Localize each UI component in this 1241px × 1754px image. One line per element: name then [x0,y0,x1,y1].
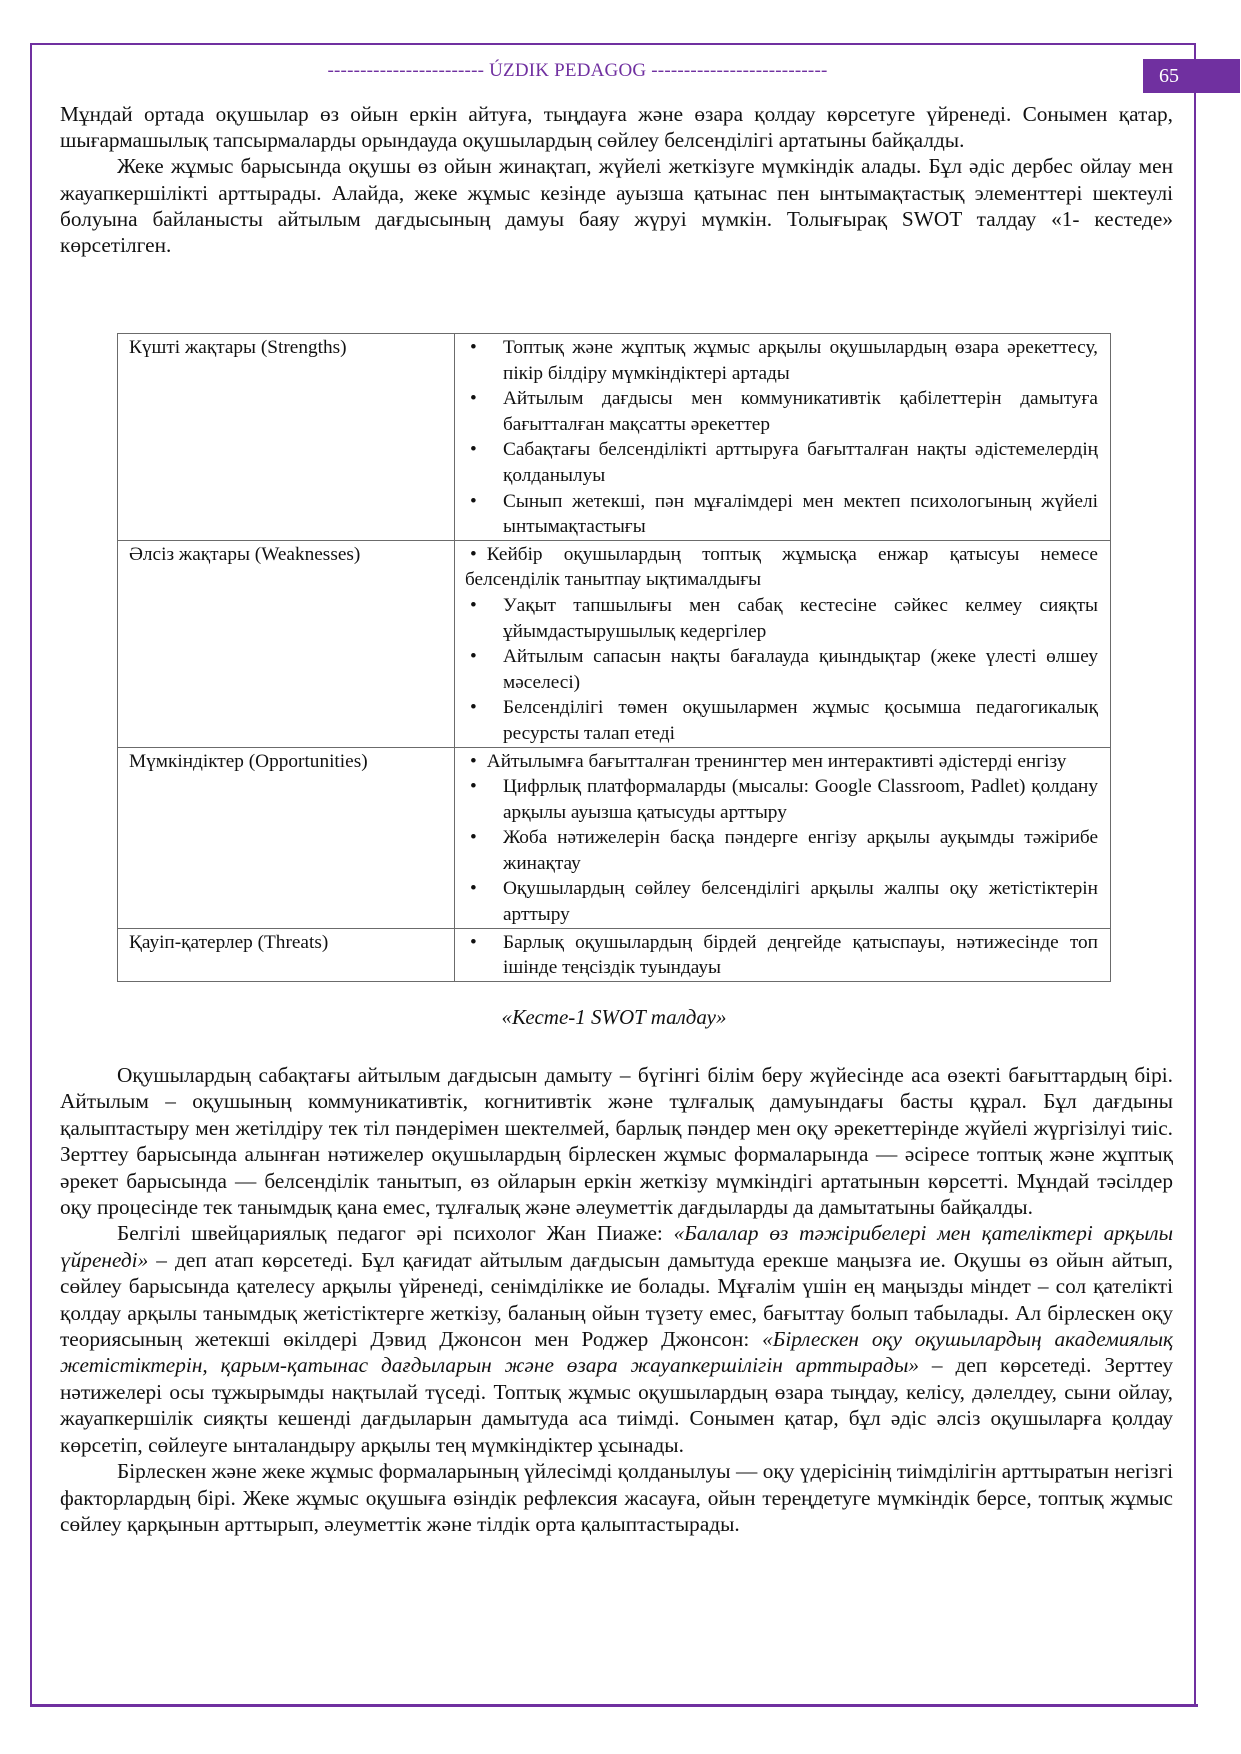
swot-items-opportunities [455,747,1111,928]
list-item: • Жоба нәтижелерін басқа пәндерге енгізу арқылы ауқымды тәжірибе жинақтау [470,827,1098,874]
body-paragraph-3: Бірлескен және жеке жұмыс формаларының үйлесімді қолданылуы — оқу үдерісінің тиімділігін арттыратын негізгі факторлардың бірі. Жеке жұмыс оқушыға өзіндік рефлексия жасауға, ойын тереңдетуге мүмкіндік берсе, топтық жұмыс сөйлеу қарқынын арттырып, әлеуметтік және тілдік орта қалыптастырады. [60,1459,1173,1536]
swot-table [117,333,1111,982]
bullet-icon: • [470,337,477,358]
list-item: • Айтылымға бағытталған тренингтер мен интерактивті әдістерді енгізу [470,750,1067,772]
swot-label-threats: Қауіп-қатерлер (Threats) [118,928,455,981]
page-number-badge: 65 [1143,59,1240,93]
list-item: • Кейбір оқушылардың топтық жұмысқа енжар қатысуы немесе белсенділік танытпау ықтималдығы [465,543,1098,591]
bullet-icon: • [470,439,477,461]
bullet-icon: • [470,388,477,410]
list-item: • Айтылым сапасын нақты бағалауда қиындықтар (жеке үлесті өлшеу мәселесі) [470,646,1098,693]
intro-section [60,101,1173,258]
list-item: • Белсенділігі төмен оқушылармен жұмыс қосымша педагогикалық ресурсты талап етеді [470,697,1098,744]
list-item: • Сынып жетекші, пән мұғалімдері мен мектеп психологының жүйелі ынтымақтастығы [470,490,1098,538]
body-paragraph-2: Белгілі швейцариялық педагог әрі психолог Жан Пиаже: «Балалар өз тәжірибелері мен қателіктері арқылы үйренеді» – деп атап көрсетеді. Бұл қағидат айтылым дағдысын дамытуда ерекше маңызға ие. Оқушы өз ойын айтып, сөйлеу барысында қателесу арқылы үйренеді, сенімділікке ие болады. Мұғалім үшін ең маңызды міндет – сол қателікті қолдау арқылы танымдық жетістіктерге жеткізу, баланың ойын түзету емес, бағыттау болып табылады. Ал бірлескен оқу теориясының жетекші өкілдері Дэвид Джонсон мен Роджер Джонсон: «Бірлескен оқу оқушылардың академиялық жетістіктерін, қарым-қатынас дағдыларын және өзара жауапкершілігін арттырады» – деп көрсетеді. Зерттеу нәтижелері осы тұжырымды нақтылай түседі. Топтық жұмыс оқушылардың өзара тыңдау, келісу, дәлелдеу, сыни ойлау, жауапкершілік сияқты кешенді дағдыларын дамытуда аса тиімді. Сонымен қатар, бұл әдіс әлсіз оқушыларға қолдау көрсетіп, сөйлеуге ынталандыру арқылы тең мүмкіндіктер ұсынады. [60,1221,1173,1457]
list-item: • Айтылым дағдысы мен коммуникативтік қабілеттерін дамытуға бағытталған мақсатты әрекеттер [470,388,1098,435]
swot-label-weaknesses: Әлсіз жақтары (Weaknesses) [118,540,455,747]
bullet-icon: • [470,646,477,668]
swot-items-strengths [455,334,1111,541]
swot-label-strengths: Күшті жақтары (Strengths) [118,334,455,541]
list-item: • Оқушылардың сөйлеу белсенділігі арқылы жалпы оқу жетістіктерін арттыру [470,878,1098,926]
swot-row-opportunities [118,747,1111,928]
body-paragraph-1: Оқушылардың сабақтағы айтылым дағдысын дамыту – бүгінгі білім беру жүйесінде аса өзекті бағыттардың бірі. Айтылым – оқушының коммуникативтік, когнитивтік және тұлғалық дамуындағы басты құрал. Бұл дағдыны қалыптастыру мен жетілдіру тек тіл пәндерімен шектелмей, барлық пәндер мен оқу әрекеттерінде жүйелі жүргізілуі тиіс. Зерттеу барысында алынған нәтижелер оқушылардың бірлескен жұмыс формаларында — әсіресе топтық және жұптық әрекет барысында — белсенділік танытып, өз ойларын еркін жеткізу мүмкіндігі артатынын көрсетті. Мұндай тәсілдер оқу процесінде тек танымдық қана емес, тұлғалық және әлеуметтік дағдыларды да дамытатыны байқалды. [60,1063,1173,1220]
swot-row-weaknesses [118,540,1111,747]
list-item: • Сабақтағы белсенділікті арттыруға бағытталған нақты әдістемелердің қолданылуы [470,439,1098,486]
bullet-icon: • [470,827,477,849]
bullet-icon: • [470,490,477,512]
table-caption: «Кесте-1 SWOT талдау» [501,1005,727,1029]
page-border-bottom [30,1704,1198,1707]
list-item: • Цифрлық платформаларды (мысалы: Google Classroom, Padlet) қолдану арқылы ауызша қатысуды арттыру [470,776,1098,823]
swot-row-threats [118,928,1111,981]
bullet-icon: • [470,931,477,953]
list-item: • Уақыт тапшылығы мен сабақ кестесіне сәйкес келмеу сияқты ұйымдастырушылық кедергілер [470,594,1098,642]
intro-paragraph-1: Мұндай ортада оқушылар өз ойын еркін айтуға, тыңдауға және өзара қолдау көрсетуге үйренеді. Сонымен қатар, шығармашылық тапсырмаларды орындауда оқушылардың сөйлеу белсенділігі артатыны байқалды. [60,102,1173,153]
swot-row-strengths [118,334,1111,541]
body-section [60,1062,1173,1537]
johnson-quote: «Бірлескен оқу оқушылардың академиялық жетістіктерін, қарым-қатынас дағдыларын және өзара жауапкершілігін арттырады» [60,1327,1173,1378]
list-item: • Барлық оқушылардың бірдей деңгейде қатыспауы, нәтижесінде топ ішінде теңсіздік туындауы [470,931,1098,979]
swot-items-weaknesses [455,540,1111,747]
bullet-icon: • [470,750,477,772]
journal-header: ------------------------ ÚZDIK PEDAGOG --------------------------- [327,60,828,81]
piaget-quote: «Балалар өз тәжірибелері мен қателіктері арқылы үйренеді» [60,1221,1173,1272]
swot-items-threats [455,928,1111,981]
bullet-icon: • [470,697,477,719]
bullet-icon: • [470,878,477,900]
bullet-icon: • [470,543,477,565]
intro-paragraph-2: Жеке жұмыс барысында оқушы өз ойын жинақтап, жүйелі жеткізуге мүмкіндік алады. Бұл әдіс дербес ойлау мен жауапкершілікті арттырады. Алайда, жеке жұмыс кезінде ауызша қатынас пен ынтымақтастық элементтері шектеулі болуына байланысты айтылым дағдысының дамуы баяу жүруі мүмкін. Толығырақ SWOT талдау «1- кестеде» көрсетілген. [60,154,1173,258]
list-item: • Топтық және жұптық жұмыс арқылы оқушылардың өзара әрекеттесу, пікір білдіру мүмкіндіктері артады [470,337,1098,384]
swot-label-opportunities: Мүмкіндіктер (Opportunities) [118,747,455,928]
bullet-icon: • [470,594,477,616]
bullet-icon: • [470,776,477,798]
